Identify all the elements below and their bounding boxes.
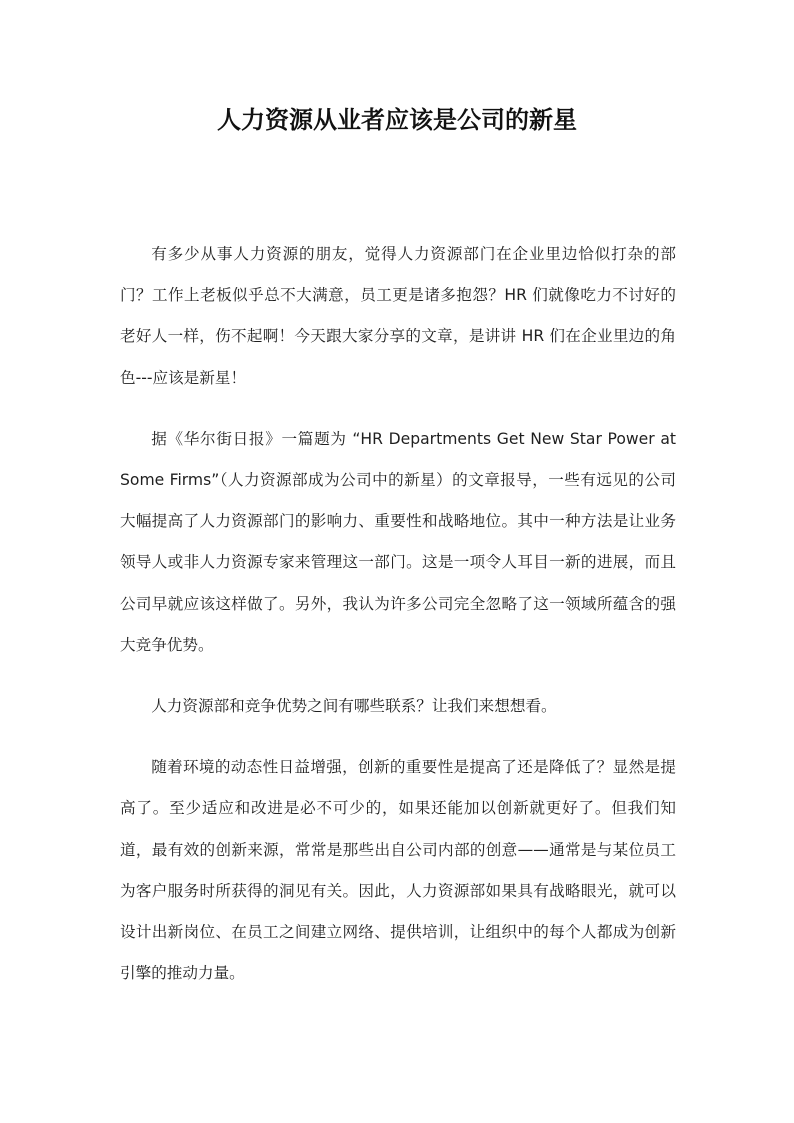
document-body	[120, 234, 676, 1014]
paragraph-intro: 有多少从事人力资源的朋友，觉得人力资源部门在企业里边恰似打杂的部门？工作上老板似乎总不大满意，员工更是诸多抱怨？HR 们就像吃力不讨好的老好人一样，伤不起啊！今天跟大家分享的文章，是讲讲 HR 们在企业里边的角色---应该是新星！	[120, 245, 676, 387]
paragraph-innovation: 随着环境的动态性日益增强，创新的重要性是提高了还是降低了？显然是提高了。至少适应和改进是必不可少的，如果还能加以创新就更好了。但我们知道，最有效的创新来源，常常是那些出自公司内部的创意——通常是与某位员工为客户服务时所获得的洞见有关。因此，人力资源部如果具有战略眼光，就可以设计出新岗位、在员工之间建立网络、提供培训，让组织中的每个人都成为创新引擎的推动力量。	[120, 758, 676, 983]
paragraph-question: 人力资源部和竞争优势之间有哪些联系？让我们来想想看。	[151, 697, 557, 716]
document-title: 人力资源从业者应该是公司的新星	[217, 106, 577, 134]
paragraph-wsj-report: 据《华尔街日报》一篇题为 “HR Departments Get New Star Power at Some Firms”（人力资源部成为公司中的新星）的文章报导，一些有远见的公司大幅提高了人力资源部门的影响力、重要性和战略地位。其中一种方法是让业务领导人或非人力资源专家来管理这一部门。这是一项令人耳目一新的进展，而且公司早就应该这样做了。另外，我认为许多公司完全忽略了这一领域所蕴含的强大竞争优势。	[120, 429, 676, 654]
